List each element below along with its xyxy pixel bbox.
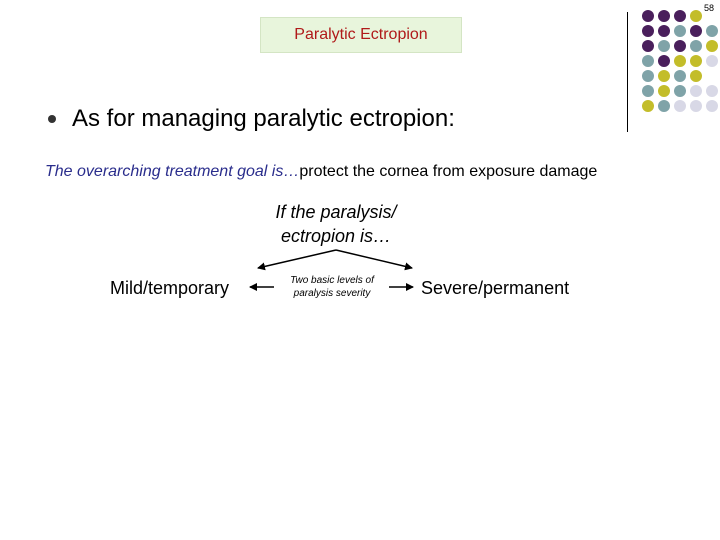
bullet-text: As for managing paralytic ectropion: [72, 105, 455, 132]
arrow-to-mild [258, 250, 336, 268]
severity-levels-label [276, 274, 388, 300]
middle-line-1: Two basic levels of [290, 275, 374, 286]
option-severe-permanent: Severe/permanent [421, 278, 570, 298]
arrow-to-severe [336, 250, 412, 268]
slide-number: 58 [703, 3, 714, 13]
slide-title: Paralytic Ectropion [294, 26, 428, 43]
goal-text: protect the cornea from exposure damage [299, 163, 598, 180]
goal-prefix: The overarching treatment goal is… [45, 163, 300, 180]
middle-line-2: paralysis severity [293, 288, 371, 299]
condition-line-1: If the paralysis/ [275, 202, 397, 222]
option-mild-temporary: Mild/temporary [110, 278, 230, 298]
condition-line-2: ectropion is… [280, 226, 392, 246]
